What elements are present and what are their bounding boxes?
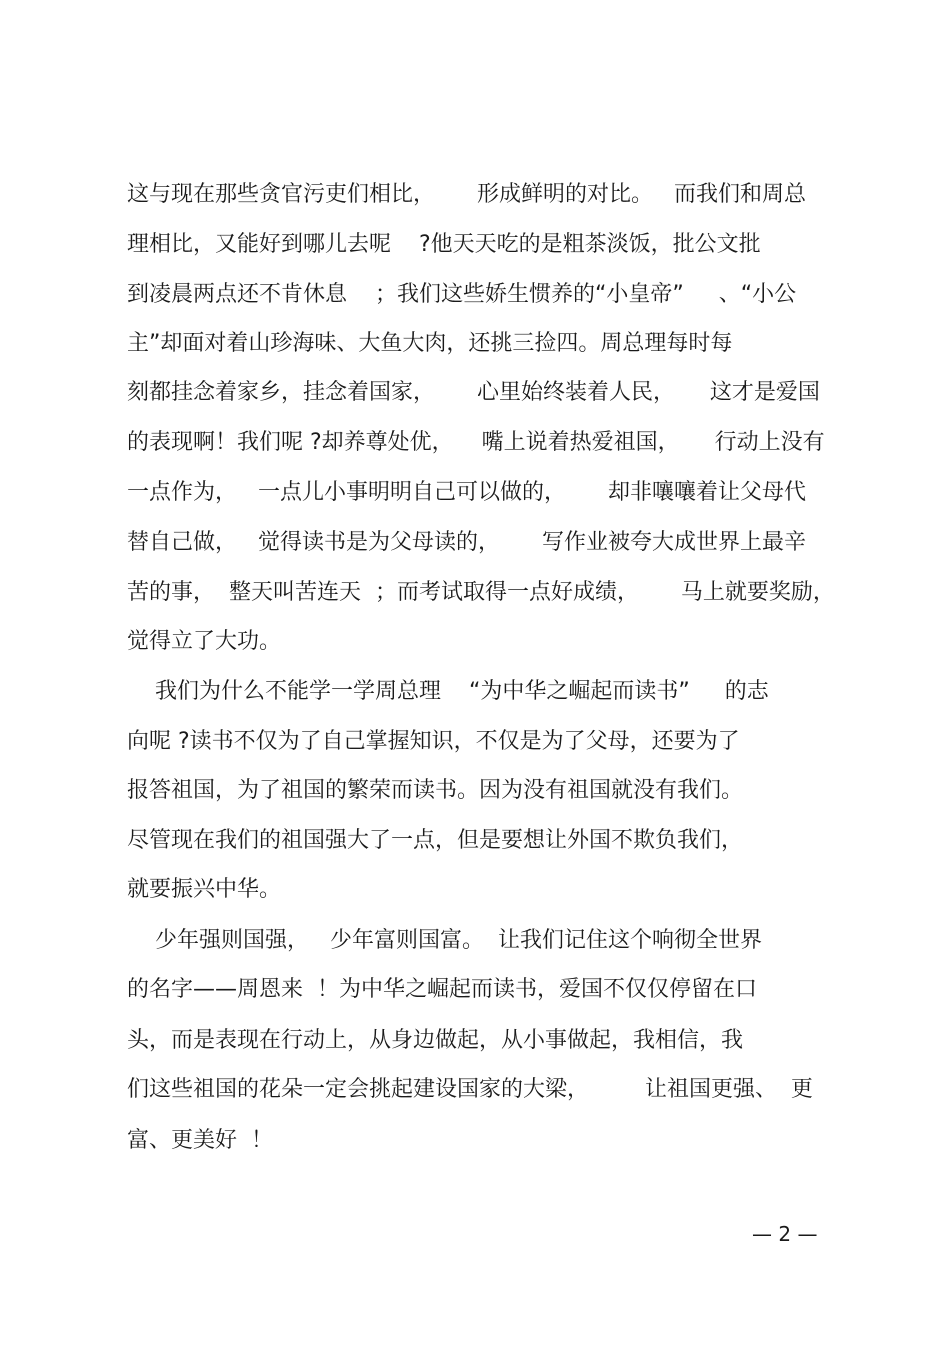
text-line: 替自己做， 觉得读书是为父母读的， 写作业被夸大成世界上最辛: [127, 530, 806, 555]
text-line: 尽管现在我们的祖国强大了一点，但是要想让外国不欺负我们，: [127, 828, 744, 853]
text-line: 到凌晨两点还不肯休息 ；我们这些娇生惯养的“小皇帝” 、“小公: [127, 282, 797, 307]
text-line: 主”却面对着山珍海味、大鱼大肉，还挑三捡四。周总理每时每: [127, 331, 733, 356]
text-line: 向呢 ?读书不仅为了自己掌握知识，不仅是为了父母，还要为了: [127, 729, 740, 754]
text-line: 少年强则国强， 少年富则国富。 让我们记住这个响彻全世界: [127, 928, 762, 953]
text-line: 一点作为， 一点儿小事明明自己可以做的， 却非嚷嚷着让父母代: [127, 480, 806, 505]
text-line: 们这些祖国的花朵一定会挑起建设国家的大梁， 让祖国更强、 更: [127, 1077, 813, 1102]
text-line: 富、更美好 ！: [127, 1128, 273, 1153]
text-line: 头，而是表现在行动上，从身边做起，从小事做起，我相信，我: [127, 1028, 744, 1053]
text-line: 我们为什么不能学一学周总理 “为中华之崛起而读书” 的志: [127, 679, 769, 704]
text-line: 就要振兴中华。: [127, 877, 282, 902]
text-line: 苦的事， 整天叫苦连天 ；而考试取得一点好成绩， 马上就要奖励，: [127, 580, 835, 605]
text-line: 这与现在那些贪官污吏们相比， 形成鲜明的对比。 而我们和周总: [127, 182, 806, 207]
text-line: 的表现啊！我们呢 ?却养尊处优， 嘴上说着热爱祖国， 行动上没有: [127, 430, 825, 455]
text-line: 刻都挂念着家乡，挂念着国家， 心里始终装着人民， 这才是爱国: [127, 380, 820, 405]
text-line: 觉得立了大功。: [127, 629, 282, 654]
text-line: 报答祖国，为了祖国的繁荣而读书。因为没有祖国就没有我们。: [127, 778, 744, 803]
page-number: — 2 —: [752, 1222, 818, 1246]
text-line: 的名字——周恩来 ！为中华之崛起而读书，爱国不仅仅停留在口: [127, 977, 757, 1002]
text-line: 理相比，又能好到哪儿去呢 ?他天天吃的是粗茶淡饭，批公文批: [127, 232, 761, 257]
